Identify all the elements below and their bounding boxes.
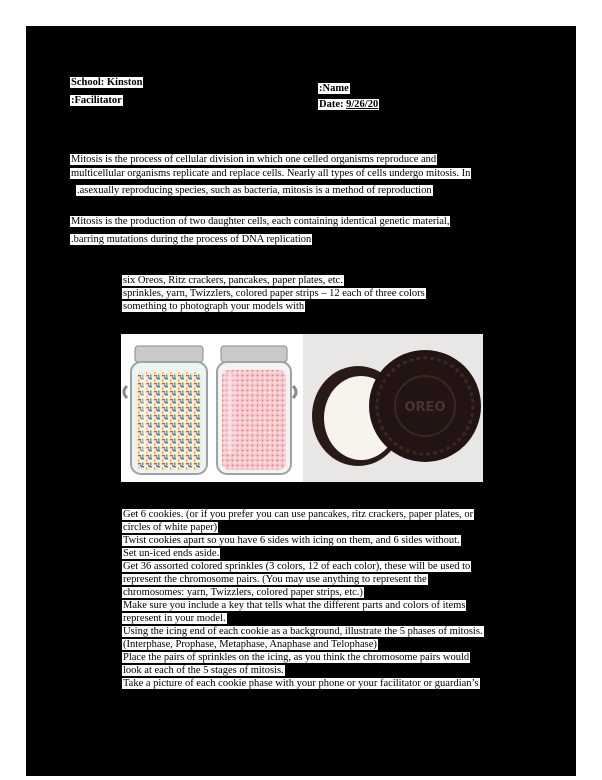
- material-item: something to photograph your models with: [123, 301, 305, 312]
- step-line: Using the icing end of each cookie as a background, illustrate the 5 phases of mitosis.: [123, 626, 483, 637]
- steps-list: [122, 508, 484, 690]
- intro-p2-line-2: .barring mutations during the process of DNA replication: [71, 234, 312, 245]
- sprinkle-jars-icon: [121, 334, 303, 482]
- facilitator-label: :Facilitator: [71, 95, 122, 106]
- date-label: Date:: [319, 99, 347, 110]
- date-field: [318, 94, 379, 112]
- step-line: circles of white paper): [123, 522, 218, 533]
- sprinkle-jars-image: [121, 334, 303, 482]
- step-line: Twist cookies apart so you have 6 sides with icing on them, and 6 sides without.: [123, 535, 460, 546]
- step-line: Get 6 cookies. (or if you prefer you can use pancakes, ritz crackers, paper plates, or: [123, 509, 474, 520]
- school-label: School: Kinston: [71, 77, 143, 88]
- document-page: [26, 26, 576, 776]
- oreo-cookie-icon: [303, 334, 483, 482]
- step-line: Get 36 assorted colored sprinkles (3 colors, 12 of each color), these will be used to: [123, 561, 471, 572]
- oreo-image: [303, 334, 483, 482]
- intro-p1-line-1: Mitosis is the process of cellular division in which one celled organisms reproduce and: [71, 154, 437, 165]
- step-line: Place the pairs of sprinkles on the icing, as you think the chromosome pairs would: [123, 652, 470, 663]
- material-item: sprinkles, yarn, Twizzlers, colored paper strips – 12 each of three colors: [123, 288, 425, 299]
- name-label: :Name: [319, 83, 349, 94]
- step-line: represent the chromosome pairs. (You may use anything to represent the: [123, 574, 427, 585]
- date-value: 9/26/20: [346, 99, 379, 110]
- materials-list: [122, 274, 426, 313]
- materials-photos: [121, 334, 483, 482]
- material-item: six Oreos, Ritz crackers, pancakes, paper plates, etc.: [123, 275, 343, 286]
- step-line: look at each of the 5 stages of mitosis.: [123, 665, 284, 676]
- step-line: (Interphase, Prophase, Metaphase, Anaphase and Telophase): [123, 639, 377, 650]
- step-line: chromosomes: yarn, Twizzlers, colored paper strips, etc.): [123, 587, 363, 598]
- intro-p1-line-2: multicellular organisms replicate and replace cells. Nearly all types of cells undergo mitosis. In: [71, 168, 471, 179]
- step-line: Set un-iced ends aside.: [123, 548, 220, 559]
- oreo-stamp: OREO: [404, 400, 446, 415]
- step-line: represent in your model.: [123, 613, 226, 624]
- step-line: Make sure you include a key that tells what the different parts and colors of items: [123, 600, 466, 611]
- intro-p1-line-3: .asexually reproducing species, such as bacteria, mitosis is a method of reproduction: [77, 185, 432, 196]
- intro-p2-line-1: Mitosis is the production of two daughter cells, each containing identical genetic material,: [71, 216, 450, 227]
- step-line: Take a picture of each cookie phase with your phone or your facilitator or guardian’s: [123, 678, 479, 689]
